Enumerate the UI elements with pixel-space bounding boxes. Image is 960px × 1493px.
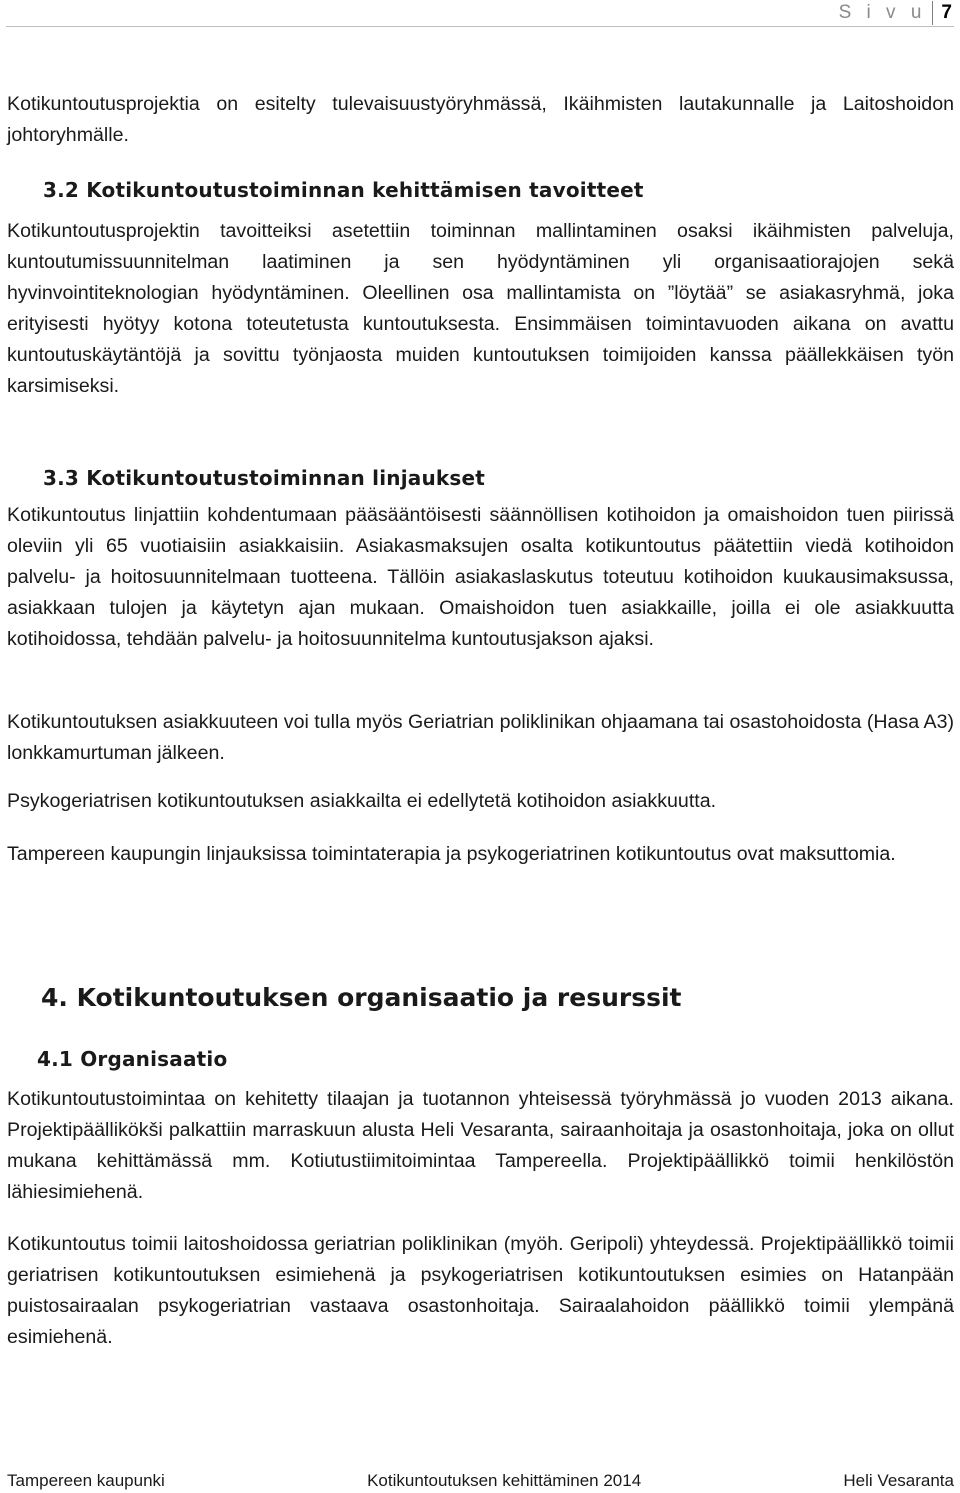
page-header bbox=[839, 0, 952, 26]
page-label: S i v u bbox=[838, 2, 927, 23]
footer-author: Heli Vesaranta bbox=[843, 1471, 954, 1490]
paragraph-policies: Kotikuntoutus linjattiin kohdentumaan pääsääntöisesti säännöllisen kotihoidon ja omaishoidon tuen piirissä oleviin yli 65 vuotiaisiin asiakkaisiin. Asiakasmaksujen osalta kotikuntoutus päätettiin viedä kotihoidon palvelu- ja hoitosuunnitelmaan tuotteena. Tällöin asiakaslaskutus toteutuu kotihoidon kuukausimaksussa, asiakkaan tulojen ja käytetyn ajan mukaan. Omaishoidon tuen asiakkaille, joilla ei ole asiakkuutta kotihoidossa, tehdään palvelu- ja hoitosuunnitelma kuntoutusjakson ajaksi. bbox=[7, 504, 954, 650]
heading-4-1 bbox=[37, 1044, 227, 1075]
heading-3-2 bbox=[43, 175, 644, 206]
page-footer bbox=[7, 1471, 954, 1491]
paragraph-intro: Kotikuntoutusprojektia on esitelty tulevaisuustyöryhmässä, Ikäihmisten lautakunnalle ja Laitoshoidon johtoryhmälle. bbox=[7, 93, 954, 146]
heading-3-3 bbox=[43, 463, 485, 494]
paragraph-referral: Kotikuntoutuksen asiakkuuteen voi tulla myös Geriatrian poliklinikan ohjaamana tai osastohoidosta (Hasa A3) lonkkamurtuman jälkeen. bbox=[7, 711, 954, 764]
paragraph-free-of-charge: Tampereen kaupungin linjauksissa toimintaterapia ja psykogeriatrinen kotikuntoutus ovat maksuttomia. bbox=[7, 843, 896, 865]
header-separator bbox=[932, 1, 933, 25]
page-number: 7 bbox=[941, 2, 952, 23]
paragraph-organisation: Kotikuntoutustoimintaa on kehitetty tilaajan ja tuotannon yhteisessä työryhmässä jo vuoden 2013 aikana. Projektipäällikökši palkattiin marraskuun alusta Heli Vesaranta, sairaanhoitaja ja osastonhoitaja, joka on ollut mukana kehittämässä mm. Kotiutustiimitoimintaa Tampereella. Projektipäällikkö toimii henkilöstön lähiesimiehenä. bbox=[7, 1088, 954, 1203]
heading-text: Kotikuntoutustoiminnan linjaukset bbox=[86, 466, 486, 490]
paragraph-goals: Kotikuntoutusprojektin tavoitteiksi asetettiin toiminnan mallintaminen osaksi ikäihmisten palveluja, kuntoutumissuunnitelman laatiminen ja sen hyödyntäminen yli organisaatiorajojen sekä hyvinvointiteknologian hyödyntäminen. Oleellinen osa mallintamista on ”löytää” se asiakasryhmä, joka erityisesti hyötyy kotona toteutetusta kuntoutuksesta. Ensimmäisen toimintavuoden aikana on avattu kuntoutuskäytäntöjä ja sovittu työnjaosta muiden kuntoutuksen toimijoiden kanssa päällekkäisen työn karsimiseksi. bbox=[7, 220, 954, 397]
heading-text: Kotikuntoutustoiminnan kehittämisen tavoitteet bbox=[86, 178, 644, 202]
footer-document-title: Kotikuntoutuksen kehittäminen 2014 bbox=[367, 1471, 642, 1490]
heading-number: 4.1 bbox=[37, 1047, 74, 1071]
heading-number: 4. bbox=[41, 983, 68, 1012]
heading-text: Kotikuntoutuksen organisaatio ja resurssit bbox=[76, 983, 682, 1012]
heading-number: 3.2 bbox=[43, 178, 80, 202]
heading-text: Organisaatio bbox=[80, 1047, 228, 1071]
footer-organisation: Tampereen kaupunki bbox=[7, 1471, 165, 1490]
paragraph-management: Kotikuntoutus toimii laitoshoidossa geriatrian poliklinikan (myöh. Geripoli) yhteydessä. Projektipäällikkö toimii geriatrisen kotikuntoutuksen esimiehenä ja psykogeriatrisen kotikuntoutuksen esimies on Hatanpään puistosairaalan psykogeriatrian vastaava osastonhoitaja. Sairaalahoidon päällikkö toimii ylempänä esimiehenä. bbox=[7, 1233, 954, 1348]
heading-number: 3.3 bbox=[43, 466, 80, 490]
paragraph-psychogeriatric: Psykogeriatrisen kotikuntoutuksen asiakkailta ei edellytetä kotihoidon asiakkuutta. bbox=[7, 790, 717, 812]
header-rule bbox=[6, 26, 954, 27]
heading-4 bbox=[41, 981, 681, 1015]
